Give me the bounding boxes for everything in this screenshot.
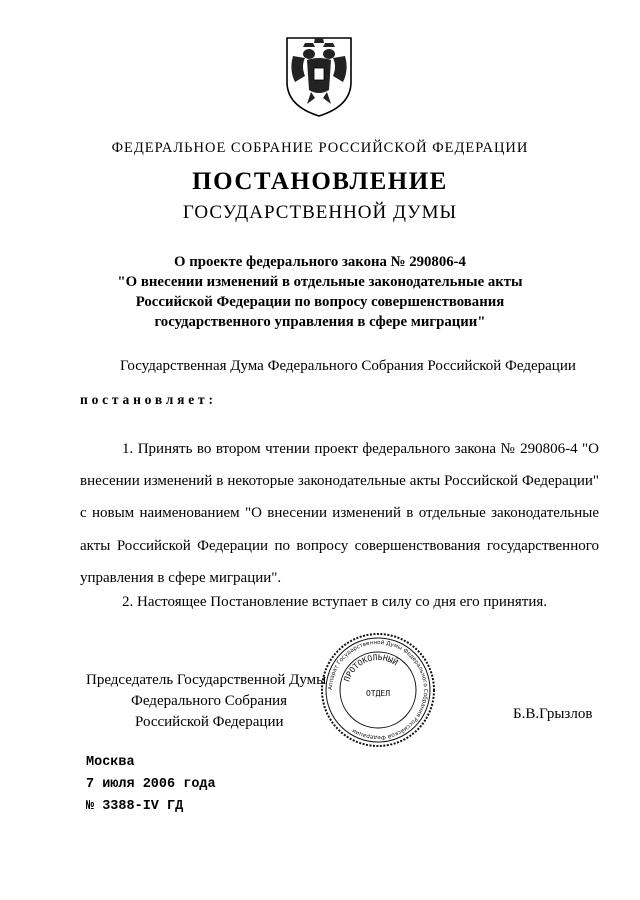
stamp-inner-text: ПРОТОКОЛЬНЫЙ (342, 652, 400, 683)
document-type-title: ПОСТАНОВЛЕНИЕ (192, 168, 448, 195)
stamp-outer-text: Аппарат Государственной Думы Федерального Собрания Российской Федерации (327, 639, 429, 741)
signatory-title-line: Российской Федерации (135, 714, 284, 730)
signatory-name: Б.В.Грызлов (513, 706, 593, 722)
decree-word: постановляет: (80, 392, 217, 407)
subject-line: О проекте федерального закона № 290806-4 (174, 254, 466, 270)
signatory-title-line: Председатель Государственной Думы (86, 672, 327, 688)
stamp-center-text: ОТДЕЛ (365, 689, 391, 698)
document-number: № 3388-IV ГД (86, 799, 184, 814)
preamble-text: Государственная Дума Федерального Собрания Российской Федерации (120, 358, 576, 374)
svg-text:ПРОТОКОЛЬНЫЙ (342, 653, 400, 683)
date-of-adoption: 7 июля 2006 года (86, 777, 216, 792)
resolution-item-1: 1. Принять во втором чтении проект федерального закона № 290806-4 "О внесении изменений в некоторые законодательные акты Российской Федерации" с новым наименованием "О внесении изменений в отдельные законодательные акты Российской Федерации по вопросу совершенствования государственного управления в сфере миграции". (80, 441, 599, 586)
subject-line: "О внесении изменений в отдельные законодательные акты (117, 274, 523, 290)
subject-line: Российской Федерации по вопросу совершенствования (135, 294, 505, 310)
official-stamp (318, 630, 438, 750)
place-of-adoption: Москва (86, 755, 135, 770)
document-issuer: ГОСУДАРСТВЕННОЙ ДУМЫ (182, 202, 458, 223)
subject-line: государственного управления в сфере миграции" (154, 314, 486, 330)
resolution-item-2: 2. Настоящее Постановление вступает в силу со дня его принятия. (122, 594, 548, 610)
parliament-name: ФЕДЕРАЛЬНОЕ СОБРАНИЕ РОССИЙСКОЙ ФЕДЕРАЦИИ (111, 140, 529, 156)
signatory-title (86, 670, 326, 733)
signatory-title-line: Федерального Собрания (131, 693, 288, 709)
coat-of-arms-emblem (283, 34, 355, 120)
document-subject (70, 252, 570, 332)
document-footer (86, 752, 216, 818)
